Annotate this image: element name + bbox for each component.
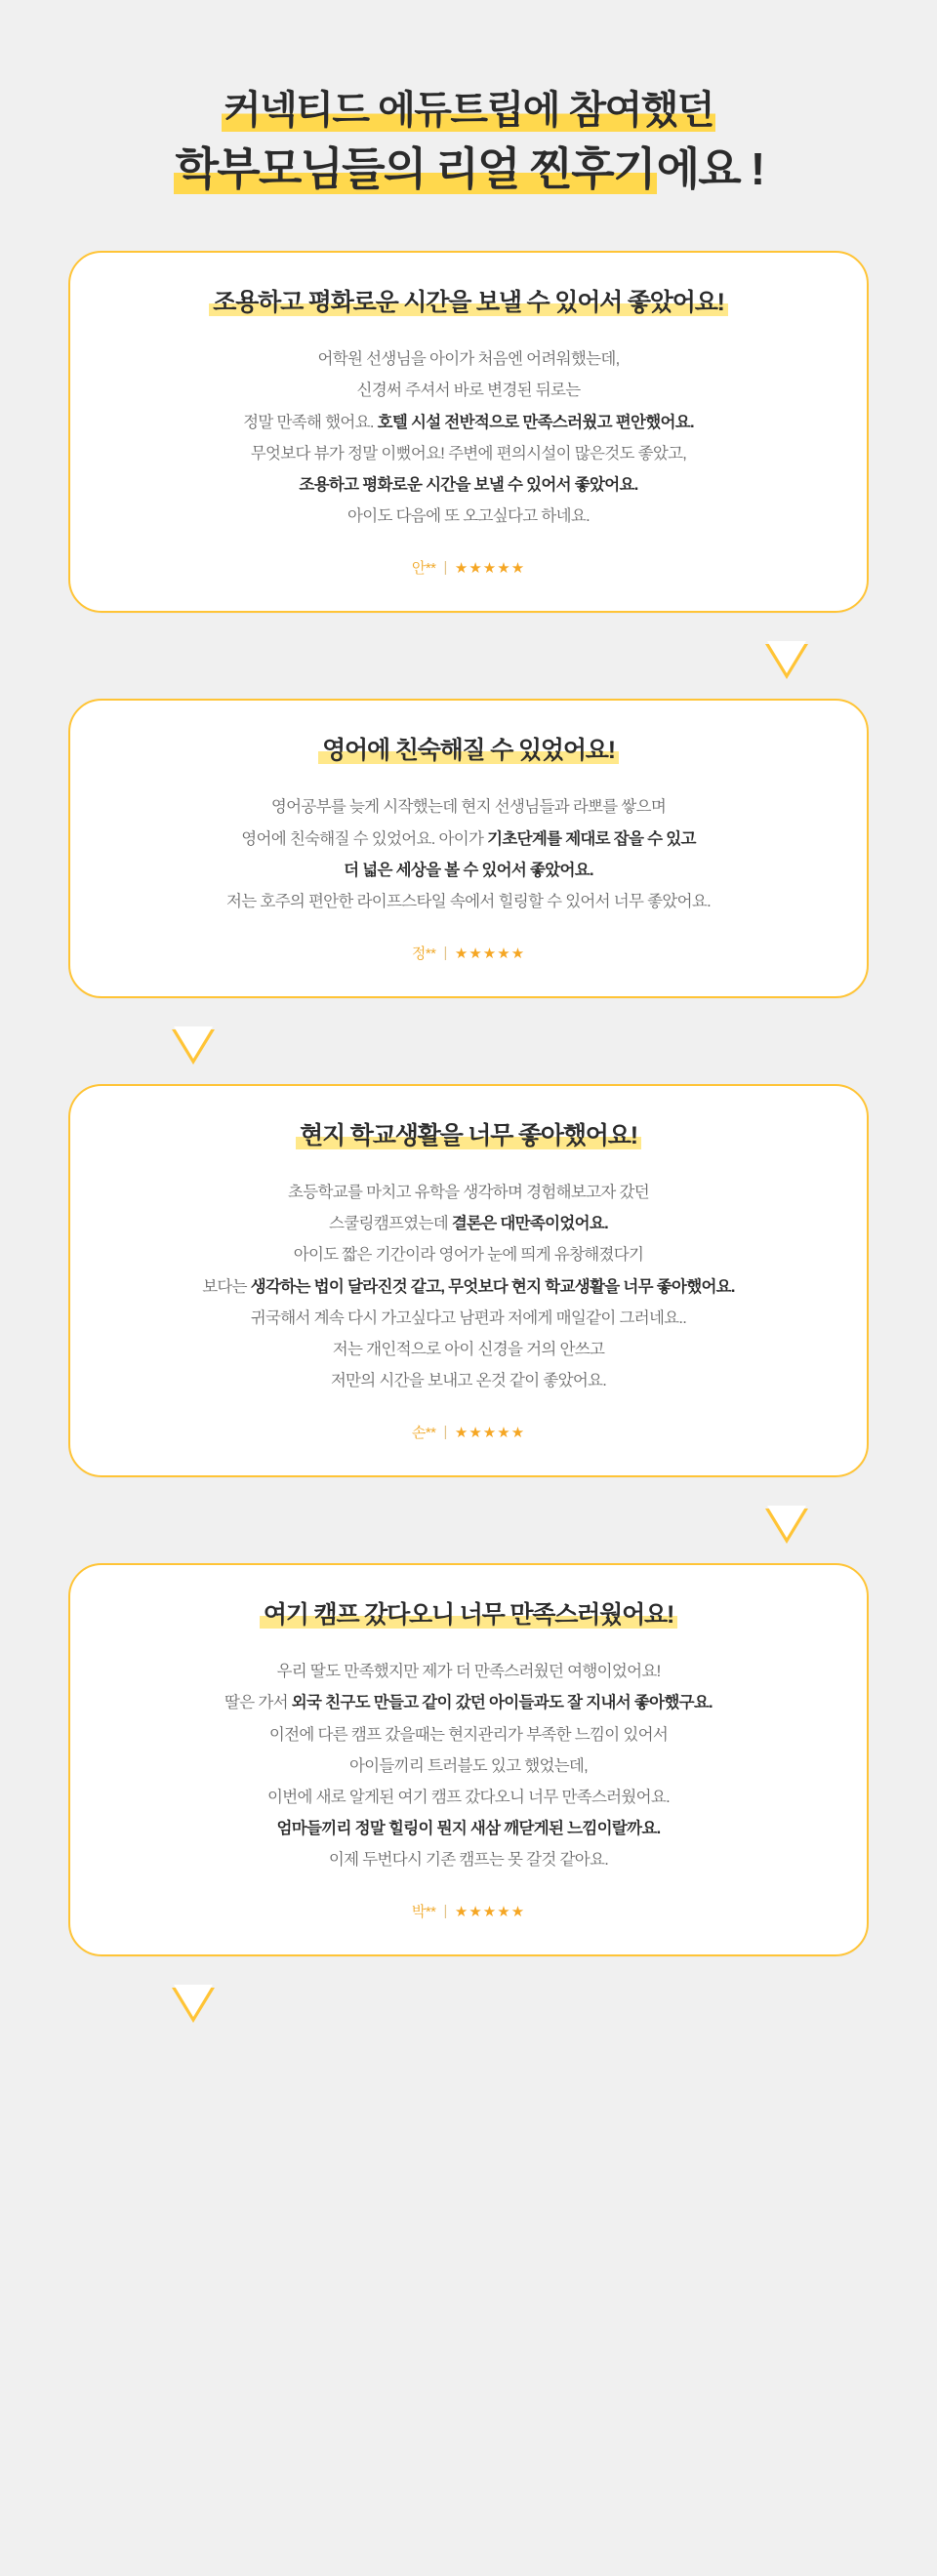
page-title-line1-text: 커넥티드 에듀트립에 참여했던 — [223, 89, 714, 132]
review-emphasis: 외국 친구도 만들고 같이 갔던 아이들과도 잘 지내서 좋아했구요. — [291, 1694, 713, 1712]
review-body-line — [117, 824, 820, 855]
review-text: 스쿨링캠프였는데 — [329, 1215, 452, 1233]
review-bubble — [68, 1084, 869, 1477]
review-body-line — [117, 1751, 820, 1782]
review-body-line — [117, 886, 820, 917]
review-title — [296, 1119, 641, 1153]
review-body-line — [117, 1719, 820, 1751]
review-text: 영어에 친숙해질 수 있었어요. 아이가 — [241, 829, 488, 848]
review-text: 무엇보다 뷰가 정말 이뻤어요! 주변에 편의시설이 많은것도 좋았고, — [250, 444, 687, 463]
review-body — [117, 791, 820, 917]
review-emphasis: 기초단계를 제대로 잡을 수 있고 — [487, 829, 696, 848]
page-title-line2 — [0, 141, 937, 196]
review-body-line — [117, 1271, 820, 1303]
page-header — [0, 0, 937, 251]
review-body — [117, 1656, 820, 1875]
review-body-line — [117, 1177, 820, 1208]
review-text: 아이도 다음에 또 오고싶다고 하네요. — [346, 507, 590, 526]
rating-stars-icon: ★★★★★ — [454, 559, 526, 577]
review-text: 정말 만족해 했어요. — [243, 413, 378, 431]
review-title — [318, 734, 619, 768]
review-text: 어학원 선생님을 아이가 처음엔 어려워했는데, — [317, 350, 620, 369]
review-text: 저만의 시간을 보내고 온것 같이 좋았어요. — [330, 1372, 607, 1390]
reviewer-name: 손** — [411, 1425, 436, 1442]
review-title-text: 영어에 친숙해질 수 있었어요! — [318, 737, 619, 764]
review-body-line — [117, 343, 820, 375]
review-body-line — [117, 1813, 820, 1844]
rating-stars-icon: ★★★★★ — [454, 945, 526, 962]
review-body-line — [117, 1782, 820, 1813]
review-body-line — [117, 1687, 820, 1718]
review-emphasis: 더 넓은 세상을 볼 수 있어서 좋았어요. — [344, 861, 593, 879]
rating-stars-icon: ★★★★★ — [454, 1903, 526, 1920]
review-body-line — [117, 1303, 820, 1334]
review-item — [68, 699, 869, 998]
review-emphasis: 조용하고 평화로운 시간을 보낼 수 있어서 좋았어요. — [299, 475, 638, 494]
review-title-row — [117, 286, 820, 343]
page-title-line2-suffix: 에요 ! — [656, 143, 764, 195]
review-body-line — [117, 1365, 820, 1396]
review-title-row — [117, 1598, 820, 1656]
review-text: 이번에 새로 알게된 여기 캠프 갔다오니 너무 만족스러웠어요. — [266, 1788, 671, 1806]
review-emphasis: 엄마들끼리 정말 힐링이 뭔지 새삼 깨닫게된 느낌이랄까요. — [276, 1820, 661, 1838]
review-body-line — [117, 1844, 820, 1875]
review-meta — [117, 557, 820, 578]
tail-fill — [767, 1506, 806, 1538]
review-title-row — [117, 1119, 820, 1177]
review-title-text: 조용하고 평화로운 시간을 보낼 수 있어서 좋았어요! — [209, 289, 728, 316]
review-title-text: 여기 캠프 갔다오니 너무 만족스러웠어요! — [260, 1601, 677, 1629]
review-text: 이전에 다른 캠프 갔을때는 현지관리가 부족한 느낌이 있어서 — [268, 1725, 669, 1744]
review-item — [68, 1563, 869, 1956]
review-item — [68, 251, 869, 613]
review-text: 귀국해서 계속 다시 가고싶다고 남편과 저에게 매일같이 그러네요.. — [250, 1308, 687, 1327]
review-body-line — [117, 501, 820, 532]
review-text: 저는 개인적으로 아이 신경을 거의 안쓰고 — [332, 1340, 605, 1358]
review-title — [260, 1598, 677, 1632]
review-text: 아이도 짧은 기간이라 영어가 눈에 띄게 유창해졌다기 — [293, 1246, 644, 1265]
review-body-line — [117, 1334, 820, 1365]
meta-separator: | — [443, 1424, 447, 1441]
review-body-line — [117, 438, 820, 469]
review-body-line — [117, 855, 820, 886]
review-meta — [117, 1422, 820, 1442]
review-bubble — [68, 251, 869, 613]
reviewer-name: 정** — [411, 946, 436, 963]
review-text: 초등학교를 마치고 유학을 생각하며 경험해보고자 갔던 — [288, 1184, 649, 1202]
review-body — [117, 1177, 820, 1396]
review-text: 신경써 주셔서 바로 변경된 뒤로는 — [356, 382, 581, 400]
review-title-text: 현지 학교생활을 너무 좋아했어요! — [296, 1122, 641, 1149]
review-bubble — [68, 1563, 869, 1956]
tail-fill — [174, 1985, 213, 2017]
meta-separator: | — [443, 559, 447, 577]
review-body-line — [117, 1239, 820, 1270]
review-text: 우리 딸도 만족했지만 제가 더 만족스러웠던 여행이었어요! — [276, 1663, 661, 1681]
page-title-line2-highlight: 학부모님들의 리얼 찐후기 — [175, 143, 655, 195]
review-bubble — [68, 699, 869, 998]
tail-fill — [767, 641, 806, 673]
review-text: 딸은 가서 — [224, 1694, 292, 1712]
review-body-line — [117, 407, 820, 438]
rating-stars-icon: ★★★★★ — [454, 1424, 526, 1441]
review-title — [209, 286, 728, 320]
meta-separator: | — [443, 1903, 447, 1920]
review-body-line — [117, 469, 820, 501]
tail-fill — [174, 1026, 213, 1059]
review-emphasis: 결론은 대만족이었어요. — [451, 1215, 608, 1233]
review-body-line — [117, 1656, 820, 1687]
reviewer-name: 안** — [411, 560, 436, 578]
review-body — [117, 343, 820, 532]
reviewer-name: 박** — [411, 1904, 436, 1921]
review-text: 아이들끼리 트러블도 있고 했었는데, — [348, 1756, 589, 1775]
review-title-row — [117, 734, 820, 791]
review-list — [0, 251, 937, 1956]
page-title-line1 — [0, 86, 937, 136]
review-text: 영어공부를 늦게 시작했는데 현지 선생님들과 라뽀를 쌓으며 — [270, 798, 667, 817]
review-body-line — [117, 1208, 820, 1239]
review-text: 저는 호주의 편안한 라이프스타일 속에서 힐링할 수 있어서 너무 좋았어요. — [225, 892, 711, 910]
review-meta — [117, 943, 820, 963]
review-text: 이제 두번다시 기존 캠프는 못 갈것 같아요. — [328, 1851, 609, 1870]
review-body-line — [117, 791, 820, 823]
review-body-line — [117, 375, 820, 406]
review-meta — [117, 1901, 820, 1921]
review-text: 보다는 — [202, 1277, 251, 1296]
review-emphasis: 생각하는 법이 달라진것 같고, 무엇보다 현지 학교생활을 너무 좋아했어요. — [250, 1277, 735, 1296]
review-item — [68, 1084, 869, 1477]
review-emphasis: 호텔 시설 전반적으로 만족스러웠고 편안했어요. — [377, 413, 694, 431]
meta-separator: | — [443, 945, 447, 962]
